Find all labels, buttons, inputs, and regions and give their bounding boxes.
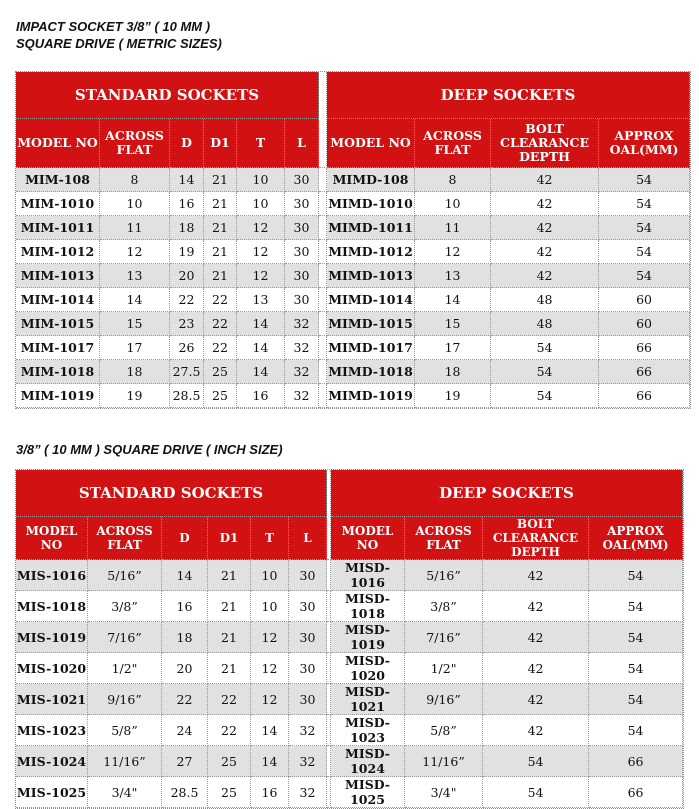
l-cell: 30: [289, 560, 327, 591]
bolt-clearance-cell: 48: [491, 312, 599, 336]
deep-across-flat-cell: 17: [415, 336, 491, 360]
l-cell: 32: [289, 715, 327, 746]
l-cell: 30: [289, 622, 327, 653]
bolt-clearance-cell: 42: [491, 216, 599, 240]
d1-cell: 25: [204, 384, 237, 408]
d-cell: 28.5: [170, 384, 204, 408]
deep-model-cell: MIMD-1010: [327, 192, 415, 216]
l-cell: 30: [285, 264, 319, 288]
bolt-clearance-cell: 54: [491, 336, 599, 360]
t-cell: 14: [237, 360, 285, 384]
table-row: [16, 216, 690, 240]
t-cell: 12: [237, 216, 285, 240]
d1-cell: 25: [208, 777, 251, 808]
d-cell: 28.5: [162, 777, 208, 808]
col-d1-inch: D1: [208, 517, 251, 560]
col-bolt-inch-l2: CLEARANCE: [492, 531, 579, 545]
approx-oal-cell: 66: [589, 746, 683, 777]
d1-cell: 21: [208, 622, 251, 653]
std-model-cell: MIS-1025: [16, 777, 88, 808]
approx-oal-cell: 60: [599, 312, 690, 336]
table-row: [16, 192, 690, 216]
table-divider: [319, 72, 327, 168]
col-across-flat-l1: ACROSS: [105, 128, 164, 143]
deep-across-flat-cell: 5/8”: [405, 715, 483, 746]
deep-model-cell: MIMD-1019: [327, 384, 415, 408]
deep-model-cell: MIMD-108: [327, 168, 415, 192]
table-row: [16, 360, 690, 384]
col-bolt-clearance: [491, 119, 599, 168]
approx-oal-cell: 66: [599, 360, 690, 384]
col-deep-across-flat: [415, 119, 491, 168]
deep-across-flat-cell: 9/16”: [405, 684, 483, 715]
std-model-cell: MIS-1023: [16, 715, 88, 746]
std-across-flat-cell: 11/16”: [88, 746, 162, 777]
bolt-clearance-cell: 42: [483, 715, 589, 746]
std-across-flat-cell: 5/8”: [88, 715, 162, 746]
col-approx-inch-l2: OAL(MM): [602, 538, 669, 552]
d1-cell: 21: [208, 591, 251, 622]
deep-across-flat-cell: 10: [415, 192, 491, 216]
bolt-clearance-cell: 48: [491, 288, 599, 312]
d1-cell: 22: [208, 684, 251, 715]
col-bolt-l3: DEPTH: [519, 149, 570, 164]
std-across-flat-cell: 14: [100, 288, 170, 312]
deep-model-cell: MISD-1019: [331, 622, 405, 653]
std-model-cell: MIM-1019: [16, 384, 100, 408]
deep-across-flat-cell: 11: [415, 216, 491, 240]
col-across-flat-inch-l2: FLAT: [107, 538, 142, 552]
col-l-inch: L: [289, 517, 327, 560]
l-cell: 32: [285, 312, 319, 336]
std-across-flat-cell: 11: [100, 216, 170, 240]
l-cell: 30: [285, 216, 319, 240]
table-divider-cell: [319, 168, 327, 192]
t-cell: 14: [237, 336, 285, 360]
col-d: D: [170, 119, 204, 168]
col-across-flat: [100, 119, 170, 168]
standard-sockets-header: STANDARD SOCKETS: [16, 72, 319, 119]
deep-model-cell: MIMD-1014: [327, 288, 415, 312]
approx-oal-cell: 66: [599, 384, 690, 408]
col-deep-model-no: MODEL NO: [327, 119, 415, 168]
std-across-flat-cell: 9/16”: [88, 684, 162, 715]
l-cell: 30: [289, 684, 327, 715]
t-cell: 14: [237, 312, 285, 336]
approx-oal-cell: 54: [589, 560, 683, 591]
std-model-cell: MIM-1014: [16, 288, 100, 312]
col-deep-across-flat-inch: [405, 517, 483, 560]
d-cell: 18: [162, 622, 208, 653]
d1-cell: 21: [204, 192, 237, 216]
table-divider-cell: [319, 192, 327, 216]
col-approx-oal-inch: [589, 517, 683, 560]
d1-cell: 21: [208, 653, 251, 684]
approx-oal-cell: 60: [599, 288, 690, 312]
bolt-clearance-cell: 54: [491, 384, 599, 408]
inch-section-title: 3/8” ( 10 MM ) SQUARE DRIVE ( INCH SIZE): [16, 442, 283, 457]
t-cell: 16: [251, 777, 289, 808]
standard-sockets-header-inch: STANDARD SOCKETS: [16, 470, 327, 517]
deep-model-cell: MISD-1018: [331, 591, 405, 622]
d-cell: 18: [170, 216, 204, 240]
deep-across-flat-cell: 3/4": [405, 777, 483, 808]
std-across-flat-cell: 8: [100, 168, 170, 192]
table-divider-cell: [319, 336, 327, 360]
std-across-flat-cell: 19: [100, 384, 170, 408]
inch-sockets-table: [15, 469, 684, 809]
t-cell: 13: [237, 288, 285, 312]
table-row: [16, 684, 683, 715]
t-cell: 14: [251, 746, 289, 777]
std-model-cell: MIM-1015: [16, 312, 100, 336]
deep-model-cell: MISD-1016: [331, 560, 405, 591]
col-l: L: [285, 119, 319, 168]
metric-sockets-table: [15, 71, 691, 409]
table-row: [16, 312, 690, 336]
t-cell: 12: [237, 240, 285, 264]
std-across-flat-cell: 17: [100, 336, 170, 360]
approx-oal-cell: 66: [589, 777, 683, 808]
table-divider-cell: [319, 312, 327, 336]
approx-oal-cell: 54: [589, 591, 683, 622]
t-cell: 10: [251, 560, 289, 591]
bolt-clearance-cell: 42: [483, 653, 589, 684]
t-cell: 10: [237, 168, 285, 192]
l-cell: 32: [289, 777, 327, 808]
col-bolt-l2: CLEARANCE: [500, 135, 589, 150]
table-row: [16, 746, 683, 777]
d-cell: 27: [162, 746, 208, 777]
l-cell: 30: [289, 591, 327, 622]
d-cell: 20: [170, 264, 204, 288]
deep-across-flat-cell: 3/8”: [405, 591, 483, 622]
col-model-no: MODEL NO: [16, 119, 100, 168]
deep-sockets-header-inch: DEEP SOCKETS: [331, 470, 683, 517]
bolt-clearance-cell: 42: [491, 168, 599, 192]
table-row: [16, 622, 683, 653]
bolt-clearance-cell: 42: [491, 264, 599, 288]
col-approx-inch-l1: APPROX: [607, 524, 664, 538]
inch-table-body: [16, 560, 683, 808]
deep-across-flat-cell: 1/2": [405, 653, 483, 684]
d-cell: 19: [170, 240, 204, 264]
l-cell: 32: [285, 336, 319, 360]
col-t-inch: T: [251, 517, 289, 560]
col-bolt-l1: BOLT: [525, 121, 564, 136]
table-row: [16, 653, 683, 684]
std-model-cell: MIS-1020: [16, 653, 88, 684]
t-cell: 10: [251, 591, 289, 622]
col-bolt-clearance-inch: [483, 517, 589, 560]
std-model-cell: MIM-1010: [16, 192, 100, 216]
table-row: [16, 560, 683, 591]
t-cell: 16: [237, 384, 285, 408]
t-cell: 12: [237, 264, 285, 288]
col-across-flat-l2: FLAT: [116, 142, 153, 157]
std-across-flat-cell: 15: [100, 312, 170, 336]
col-model-no-inch: MODEL NO: [16, 517, 88, 560]
approx-oal-cell: 54: [589, 715, 683, 746]
deep-model-cell: MISD-1024: [331, 746, 405, 777]
std-model-cell: MIS-1024: [16, 746, 88, 777]
d-cell: 24: [162, 715, 208, 746]
l-cell: 32: [285, 384, 319, 408]
l-cell: 30: [289, 653, 327, 684]
bolt-clearance-cell: 42: [491, 240, 599, 264]
table-row: [16, 168, 690, 192]
d1-cell: 22: [204, 336, 237, 360]
col-across-flat-inch-l1: ACROSS: [96, 524, 153, 538]
d-cell: 14: [162, 560, 208, 591]
approx-oal-cell: 54: [589, 684, 683, 715]
d1-cell: 21: [204, 264, 237, 288]
table-row: [16, 591, 683, 622]
metric-table-body: [16, 168, 690, 408]
table-divider-cell: [319, 288, 327, 312]
deep-model-cell: MIMD-1018: [327, 360, 415, 384]
metric-section-title-line1: IMPACT SOCKET 3/8” ( 10 MM ): [16, 19, 211, 34]
col-t: T: [237, 119, 285, 168]
std-model-cell: MIS-1016: [16, 560, 88, 591]
metric-section-title-line2: SQUARE DRIVE ( METRIC SIZES): [16, 36, 222, 51]
d1-cell: 25: [208, 746, 251, 777]
deep-model-cell: MISD-1023: [331, 715, 405, 746]
bolt-clearance-cell: 54: [483, 746, 589, 777]
d1-cell: 21: [204, 216, 237, 240]
d-cell: 22: [170, 288, 204, 312]
d1-cell: 21: [204, 240, 237, 264]
l-cell: 30: [285, 240, 319, 264]
approx-oal-cell: 54: [599, 264, 690, 288]
approx-oal-cell: 66: [599, 336, 690, 360]
deep-across-flat-cell: 15: [415, 312, 491, 336]
d-cell: 16: [170, 192, 204, 216]
approx-oal-cell: 54: [599, 168, 690, 192]
std-across-flat-cell: 3/8”: [88, 591, 162, 622]
deep-model-cell: MIMD-1017: [327, 336, 415, 360]
std-model-cell: MIM-1011: [16, 216, 100, 240]
std-across-flat-cell: 5/16”: [88, 560, 162, 591]
deep-model-cell: MIMD-1013: [327, 264, 415, 288]
std-model-cell: MIM-1013: [16, 264, 100, 288]
bolt-clearance-cell: 42: [483, 560, 589, 591]
std-model-cell: MIM-1012: [16, 240, 100, 264]
deep-model-cell: MISD-1020: [331, 653, 405, 684]
approx-oal-cell: 54: [599, 240, 690, 264]
deep-model-cell: MIMD-1012: [327, 240, 415, 264]
table-row: [16, 240, 690, 264]
col-approx-oal: [599, 119, 690, 168]
deep-across-flat-cell: 18: [415, 360, 491, 384]
t-cell: 12: [251, 653, 289, 684]
approx-oal-cell: 54: [589, 622, 683, 653]
deep-across-flat-cell: 19: [415, 384, 491, 408]
table-row: [16, 288, 690, 312]
deep-across-flat-cell: 5/16”: [405, 560, 483, 591]
t-cell: 12: [251, 622, 289, 653]
deep-sockets-header: DEEP SOCKETS: [327, 72, 690, 119]
table-row: [16, 336, 690, 360]
l-cell: 32: [285, 360, 319, 384]
bolt-clearance-cell: 42: [483, 684, 589, 715]
col-approx-l2: OAL(MM): [609, 142, 679, 157]
d-cell: 22: [162, 684, 208, 715]
std-across-flat-cell: 7/16”: [88, 622, 162, 653]
l-cell: 30: [285, 192, 319, 216]
table-divider-cell: [319, 384, 327, 408]
deep-model-cell: MISD-1025: [331, 777, 405, 808]
std-model-cell: MIS-1021: [16, 684, 88, 715]
l-cell: 30: [285, 288, 319, 312]
std-across-flat-cell: 3/4": [88, 777, 162, 808]
deep-model-cell: MISD-1021: [331, 684, 405, 715]
bolt-clearance-cell: 54: [483, 777, 589, 808]
col-d-inch: D: [162, 517, 208, 560]
std-across-flat-cell: 10: [100, 192, 170, 216]
std-model-cell: MIM-1018: [16, 360, 100, 384]
col-across-flat-inch: [88, 517, 162, 560]
t-cell: 10: [237, 192, 285, 216]
col-approx-l1: APPROX: [614, 128, 674, 143]
std-across-flat-cell: 12: [100, 240, 170, 264]
table-divider-cell: [319, 360, 327, 384]
d-cell: 26: [170, 336, 204, 360]
bolt-clearance-cell: 54: [491, 360, 599, 384]
deep-across-flat-cell: 11/16”: [405, 746, 483, 777]
d-cell: 20: [162, 653, 208, 684]
std-model-cell: MIM-108: [16, 168, 100, 192]
d1-cell: 22: [204, 312, 237, 336]
table-row: [16, 384, 690, 408]
d-cell: 16: [162, 591, 208, 622]
col-bolt-inch-l1: BOLT: [516, 517, 555, 531]
d1-cell: 21: [208, 560, 251, 591]
std-model-cell: MIS-1018: [16, 591, 88, 622]
t-cell: 14: [251, 715, 289, 746]
std-across-flat-cell: 13: [100, 264, 170, 288]
deep-across-flat-cell: 12: [415, 240, 491, 264]
std-across-flat-cell: 1/2": [88, 653, 162, 684]
table-divider-cell: [319, 216, 327, 240]
d-cell: 23: [170, 312, 204, 336]
col-bolt-inch-l3: DEPTH: [511, 545, 560, 559]
deep-across-flat-cell: 14: [415, 288, 491, 312]
deep-across-flat-cell: 13: [415, 264, 491, 288]
approx-oal-cell: 54: [599, 192, 690, 216]
deep-model-cell: MIMD-1011: [327, 216, 415, 240]
d1-cell: 25: [204, 360, 237, 384]
table-row: [16, 264, 690, 288]
deep-across-flat-cell: 7/16”: [405, 622, 483, 653]
deep-model-cell: MIMD-1015: [327, 312, 415, 336]
l-cell: 30: [285, 168, 319, 192]
std-model-cell: MIM-1017: [16, 336, 100, 360]
bolt-clearance-cell: 42: [483, 622, 589, 653]
d-cell: 27.5: [170, 360, 204, 384]
table-divider-cell: [319, 240, 327, 264]
d-cell: 14: [170, 168, 204, 192]
col-deep-across-flat-l2: FLAT: [434, 142, 471, 157]
t-cell: 12: [251, 684, 289, 715]
col-deep-across-flat-inch-l2: FLAT: [426, 538, 461, 552]
approx-oal-cell: 54: [599, 216, 690, 240]
approx-oal-cell: 54: [589, 653, 683, 684]
table-divider-cell: [319, 264, 327, 288]
d1-cell: 21: [204, 168, 237, 192]
col-deep-across-flat-inch-l1: ACROSS: [415, 524, 472, 538]
d1-cell: 22: [204, 288, 237, 312]
col-d1: D1: [204, 119, 237, 168]
bolt-clearance-cell: 42: [483, 591, 589, 622]
l-cell: 32: [289, 746, 327, 777]
table-row: [16, 715, 683, 746]
bolt-clearance-cell: 42: [491, 192, 599, 216]
std-across-flat-cell: 18: [100, 360, 170, 384]
table-row: [16, 777, 683, 808]
std-model-cell: MIS-1019: [16, 622, 88, 653]
col-deep-across-flat-l1: ACROSS: [423, 128, 482, 143]
deep-across-flat-cell: 8: [415, 168, 491, 192]
d1-cell: 22: [208, 715, 251, 746]
col-deep-model-no-inch: MODEL NO: [331, 517, 405, 560]
